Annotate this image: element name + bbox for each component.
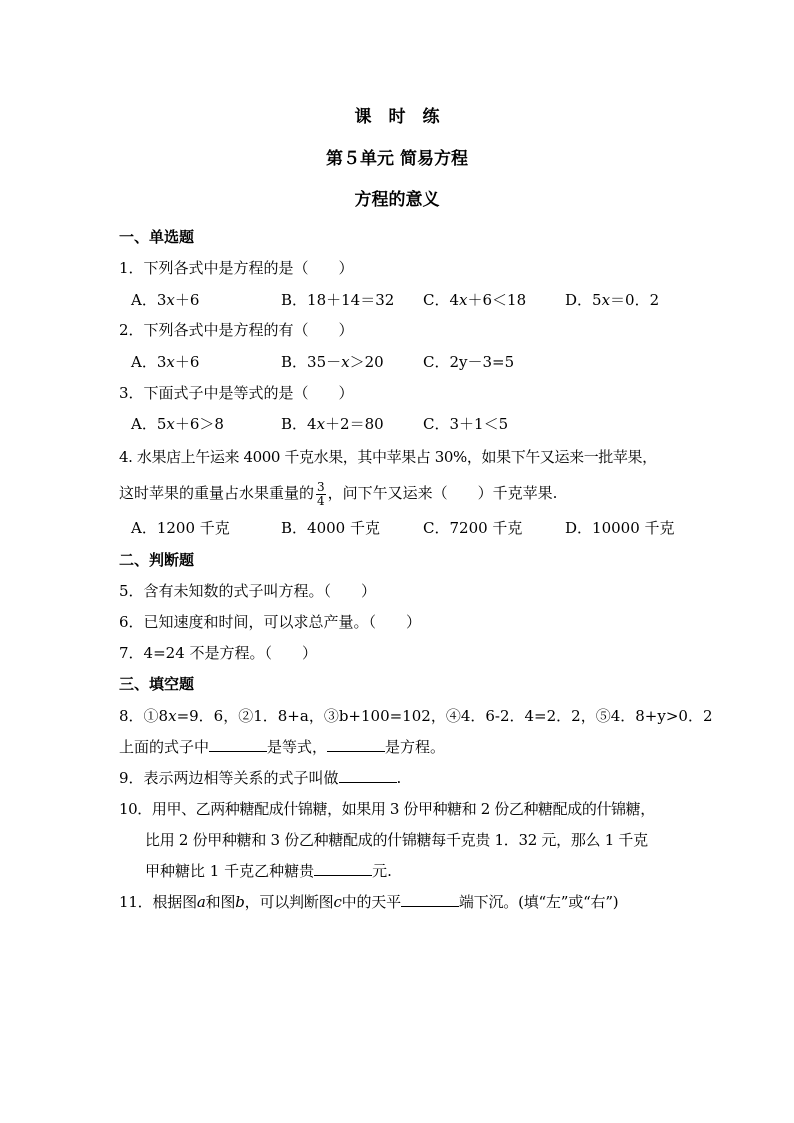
question-1-option-c[interactable]: C．4x＋6＜18 <box>423 291 527 309</box>
question-5: 5．含有未知数的式子叫方程。（ ） <box>119 582 377 600</box>
page-title: 课 时 练 <box>354 107 440 127</box>
lesson-title: 方程的意义 <box>354 190 440 210</box>
question-7: 7．4=24 不是方程。（ ） <box>119 644 318 662</box>
question-11: 11．根据图a和图b，可以判断图c中的天平 端下沉。(填“左”或“右”) <box>119 893 619 911</box>
section-heading-fill-blank: 三、填空题 <box>119 675 195 693</box>
question-9: 9．表示两边相等关系的式子叫做 . <box>119 769 402 787</box>
question-8-line-2: 上面的式子中 是等式， 是方程。 <box>119 738 446 756</box>
question-10-line-1: 10．用甲、乙两种糖配成什锦糖，如果用 3 份甲种糖和 2 份乙种糖配成的什锦糖， <box>119 800 655 818</box>
question-4-option-d[interactable]: D．10000 千克 <box>565 519 675 537</box>
question-4-option-b[interactable]: B．4000 千克 <box>281 519 380 537</box>
question-3-option-c[interactable]: C．3＋1＜5 <box>423 415 509 433</box>
question-10-line-2: 比用 2 份甲种糖和 3 份乙种糖配成的什锦糖每千克贵 1．32 元，那么 1 千克 <box>145 831 648 849</box>
question-4-option-a[interactable]: A．1200 千克 <box>131 519 230 537</box>
question-2-option-b[interactable]: B．35－x＞20 <box>281 353 384 371</box>
question-4-line-2 <box>119 479 557 508</box>
answer-blank[interactable] <box>339 768 397 783</box>
question-4-option-c[interactable]: C．7200 千克 <box>423 519 523 537</box>
question-3-stem: 3．下面式子中是等式的是（ ） <box>119 384 354 402</box>
question-2-option-c[interactable]: C．2y－3=5 <box>423 353 515 371</box>
question-10-line-3: 甲种糖比 1 千克乙种糖贵 元. <box>145 862 392 880</box>
question-1-stem: 1．下列各式中是方程的是（ ） <box>119 259 354 277</box>
question-3-option-b[interactable]: B．4x＋2＝80 <box>281 415 384 433</box>
answer-blank[interactable] <box>209 737 267 752</box>
question-2-option-a[interactable]: A．3x＋6 <box>131 353 200 371</box>
fraction-three-quarters: $\frac{3}{4}$ <box>317 479 325 508</box>
question-2-stem: 2．下列各式中是方程的有（ ） <box>119 321 354 339</box>
question-4-line-2-post: ，问下午又运来（ ）千克苹果. <box>327 484 558 502</box>
question-4-line-1: 4. 水果店上午运来 4000 千克水果，其中苹果占 30%，如果下午又运来一批苹果， <box>119 448 657 466</box>
answer-blank[interactable] <box>314 861 372 876</box>
question-6: 6．已知速度和时间，可以求总产量。（ ） <box>119 613 422 631</box>
question-1-option-a[interactable]: A．3x＋6 <box>131 291 200 309</box>
question-1-option-b[interactable]: B．18＋14＝32 <box>281 291 395 309</box>
question-8-line-1: 8．①8x=9．6，②1．8+a，③b+100=102，④4．6-2．4=2．2，⑤4．8+y>0．2 <box>119 707 713 725</box>
question-4-line-2-pre: 这时苹果的重量占水果重量的 <box>119 484 315 502</box>
question-3-option-a[interactable]: A．5x＋6＞8 <box>131 415 224 433</box>
section-heading-true-false: 二、判断题 <box>119 551 195 569</box>
answer-blank[interactable] <box>401 892 459 907</box>
section-heading-single-choice: 一、单选题 <box>119 228 195 246</box>
unit-title: 第５单元 简易方程 <box>326 149 468 169</box>
answer-blank[interactable] <box>327 737 385 752</box>
question-1-option-d[interactable]: D．5x＝0．2 <box>565 291 660 309</box>
